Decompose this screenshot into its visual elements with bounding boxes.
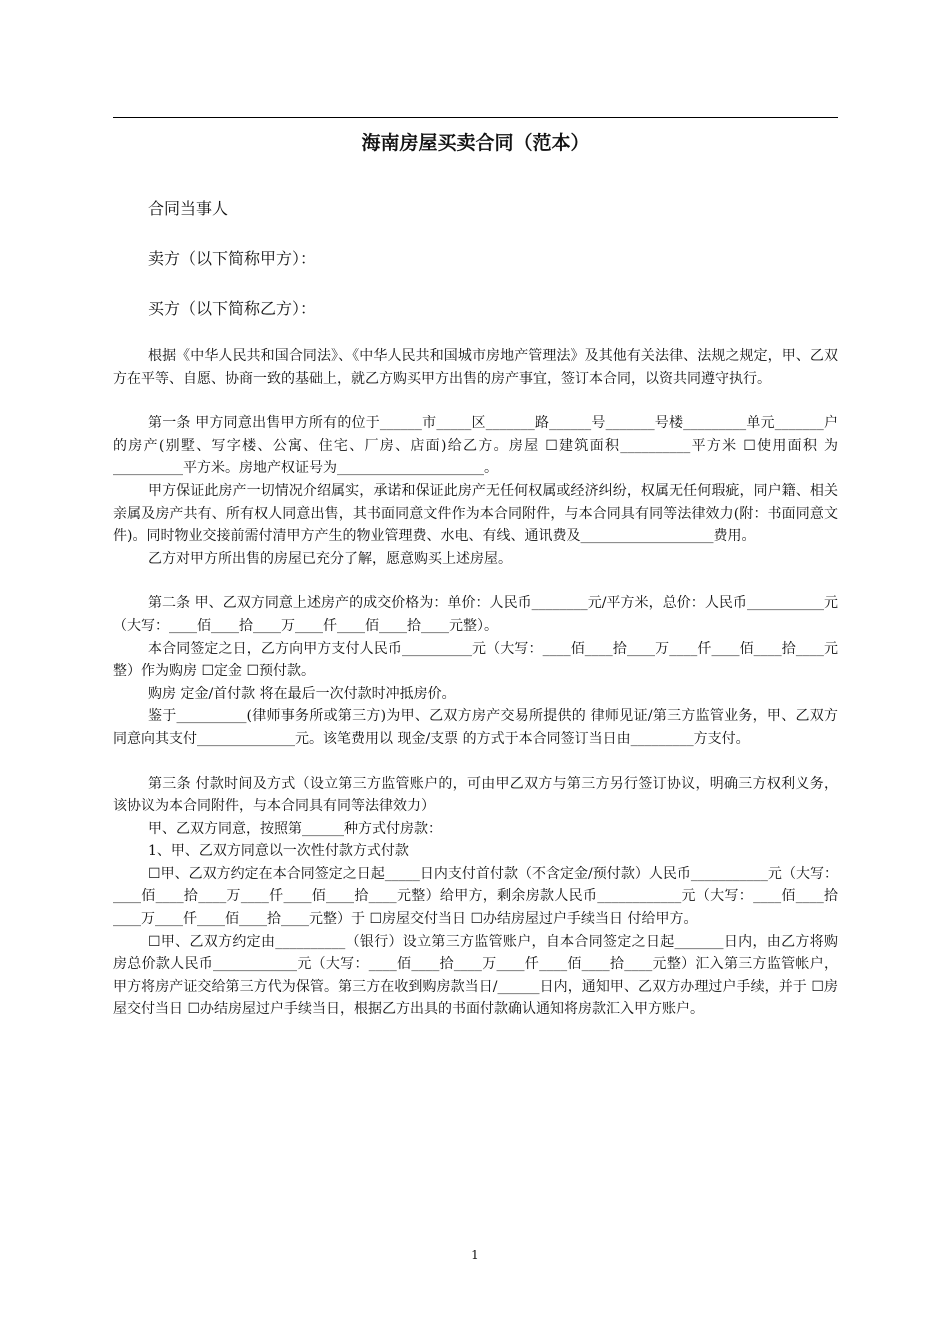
escrow-option: ☐甲、乙双方约定由__________（银行）设立第三方监管账户，自本合同签定之日起_______日内，由乙方将购房总价款人民币____________元（大写：____佰____拾____万____仟____佰____拾____元整）汇入第三方监管帐户，甲方将房产证交给第三方代为保管。第三方在收到购房款当日/______日内，通知甲、乙双方办理过户手续，并于 ☐房屋交付当日 ☐办结房屋过户手续当日，根据乙方出具的书面付款确认通知将房款汇入甲方账户。 — [113, 933, 838, 1018]
article-3-paragraph: 第三条 付款时间及方式（设立第三方监管账户的，可由甲乙双方与第三方另行签订协议，明确三方权利义务，该协议为本合同附件，与本合同具有同等法律效力） — [113, 775, 838, 815]
parties-heading: 合同当事人 — [148, 199, 229, 218]
seller-guarantee-paragraph: 甲方保证此房产一切情况介绍属实，承诺和保证此房产无任何权属或经济纠纷，权属无任何瑕疵，同户籍、相关亲属及房产共有、所有权人同意出售，其书面同意文件作为本合同附件，与本合同具有同等法律效力(附：书面同意文件)。同时物业交接前需付清甲方产生的物业管理费、水电、有线、通讯费及___________________费用。 — [113, 482, 838, 545]
document-title: 海南房屋买卖合同（范本） — [361, 132, 590, 154]
payment-method-paragraph: 甲、乙双方同意，按照第______种方式付房款： — [148, 820, 442, 837]
deposit-offset-paragraph: 购房 定金/首付款 将在最后一次付款时冲抵房价。 — [148, 685, 456, 702]
page-number: 1 — [471, 1248, 479, 1262]
first-payment-option: ☐甲、乙双方约定在本合同签定之日起_____日内支付首付款（不含定金/预付款）人民币___________元（大写：____佰____拾____万____仟____佰____拾____元整）给甲方，剩余房款人民币____________元（大写：____佰____拾____万____仟____佰____拾____元整）于 ☐房屋交付当日 ☐办结房屋过户手续当日 付给甲方。 — [113, 865, 838, 928]
deposit-paragraph: 本合同签定之日，乙方向甲方支付人民币__________元（大写：____佰____拾____万____仟____佰____拾____元整）作为购房 ☐定金 ☐预付款。 — [113, 640, 838, 680]
buyer-acknowledge-paragraph: 乙方对甲方所出售的房屋已充分了解，愿意购买上述房屋。 — [148, 550, 512, 567]
header-rule — [113, 117, 838, 118]
lump-sum-heading: 1、甲、乙双方同意以一次性付款方式付款 — [148, 843, 409, 860]
seller-line: 卖方（以下简称甲方）： — [148, 249, 317, 268]
preamble-paragraph: 根据《中华人民共和国合同法》、《中华人民共和国城市房地产管理法》及其他有关法律、法规之规定，甲、乙双方在平等、自愿、协商一致的基础上，就乙方购买甲方出售的房产事宜，签订本合同，以资共同遵守执行。 — [113, 348, 838, 387]
article-1-paragraph: 第一条 甲方同意出售甲方所有的位于______市_____区_______路______号_______号楼_________单元_______户的房产(别墅、写字楼、公寓、住宅、厂房、店面)给乙方。房屋 ☐建筑面积__________平方米 ☐使用面积 为__________平方米。房地产权证号为_____________________。 — [113, 415, 838, 477]
contract-body — [113, 345, 838, 1021]
buyer-line: 买方（以下简称乙方）： — [148, 299, 317, 318]
service-fee-paragraph: 鉴于__________(律师事务所或第三方)为甲、乙双方房产交易所提供的 律师见证/第三方监管业务，甲、乙双方同意向其支付______________元。该笔费用以 现金/支票 的方式于本合同签订当日由_________方支付。 — [113, 708, 838, 747]
article-2-paragraph: 第二条 甲、乙双方同意上述房产的成交价格为：单价：人民币________元/平方米，总价：人民币___________元（大写：____佰____拾____万____仟____佰____拾____元整）。 — [113, 595, 838, 634]
